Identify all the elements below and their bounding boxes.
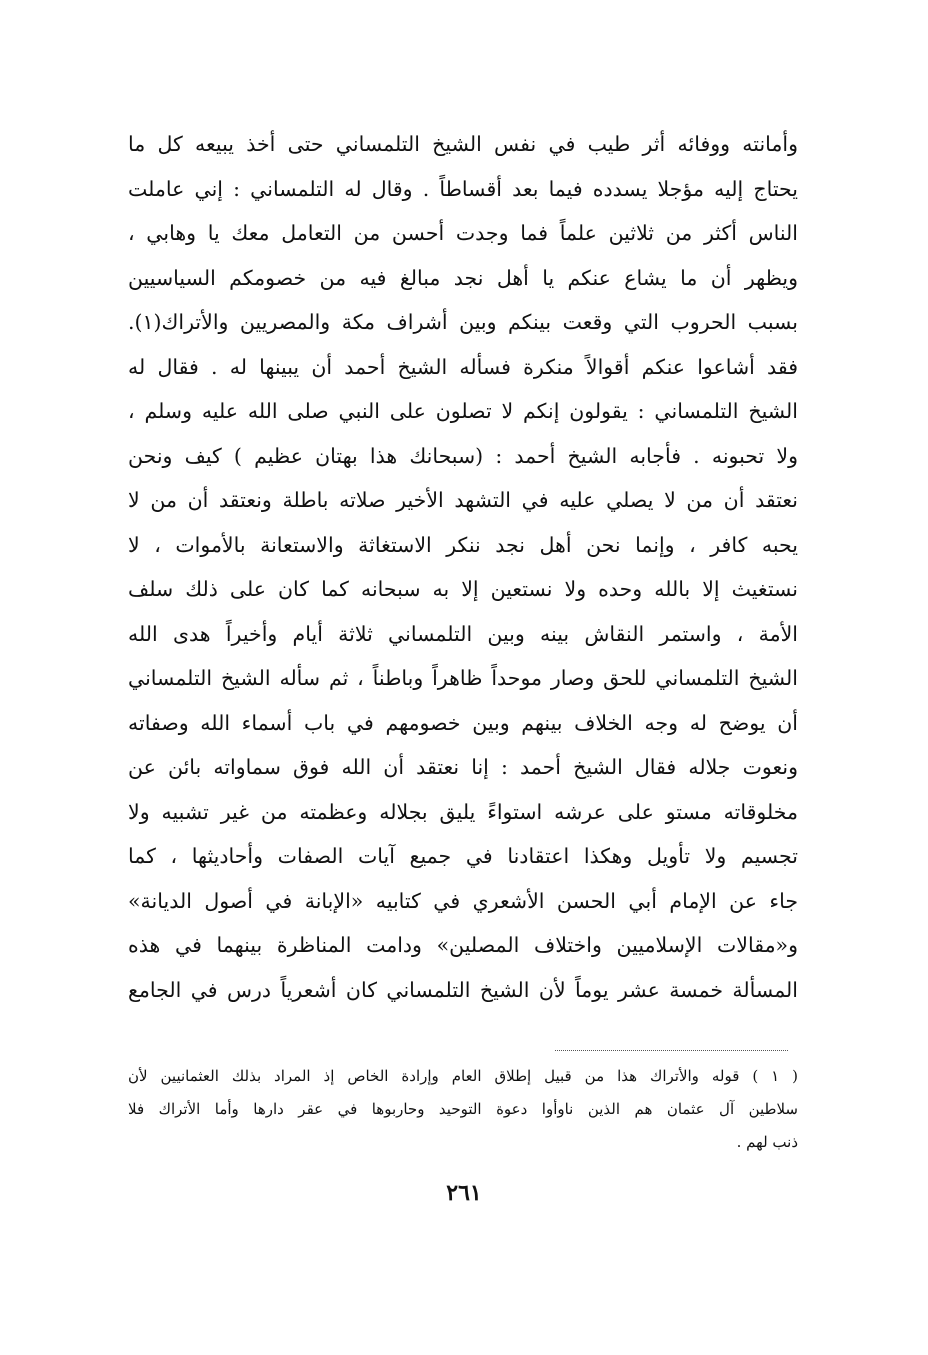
body-line: بسبب الحروب التي وقعت بينكم وبين أشراف مكة والمصريين والأتراك(١).: [128, 310, 798, 334]
body-line: و«مقالات الإسلاميين واختلاف المصلين» ودامت المناظرة بينهما في هذه: [128, 933, 798, 957]
footnote: [128, 1060, 798, 1159]
page-number: ٢٦١: [446, 1180, 482, 1206]
body-line: نعتقد أن من لا يصلي عليه في التشهد الأخير صلاته باطلة ونعتقد أن من لا: [128, 488, 798, 512]
body-line: أن يوضح له وجه الخلاف بينهم وبين خصومهم في باب أسماء الله وصفاته: [128, 710, 798, 735]
body-line: ونعوت جلاله فقال الشيخ أحمد : إنا نعتقد أن الله فوق سماواته بائن عن: [128, 755, 798, 779]
body-line: جاء عن الإمام أبي الحسن الأشعري في كتابيه «الإبانة في أصول الديانة»: [128, 888, 798, 913]
body-line: فقد أشاعوا عنكم أقوالاً منكرة فسأله الشيخ أحمد أن يبينها له . فقال له: [128, 354, 798, 379]
body-line: الشيخ التلمساني : يقولون إنكم لا تصلون على النبي صلى الله عليه وسلم ،: [128, 399, 798, 423]
footnote-divider: [555, 1050, 788, 1051]
body-line: نستغيث إلا بالله وحده ولا نستعين إلا به سبحانه كما كان على ذلك سلف: [128, 577, 798, 601]
body-line: الناس أكثر من ثلاثين علماً فما وجدت أحسن من التعامل معك يا وهابي ،: [128, 221, 798, 245]
body-line: مخلوقاته مستو على عرشه استواءً يليق بجلاله وعظمته من غير تشبيه ولا: [128, 799, 798, 824]
body-text: [128, 122, 798, 1012]
body-line: ويظهر أن ما يشاع عنكم يا أهل نجد مبالغ فيه من خصومكم السياسيين: [128, 265, 798, 290]
footnote-line: ( ١ ) قوله والأتراك هذا من قبيل إطلاق العام وإرادة الخاص إذ المراد بذلك العثمانيين لأن: [128, 1067, 798, 1085]
body-line: تجسيم ولا تأويل وهكذا اعتقادنا في جميع آيات الصفات وأحاديثها ، كما: [128, 844, 798, 868]
body-line: المسألة خمسة عشر يوماً لأن الشيخ التلمساني كان أشعرياً درس في الجامع: [128, 977, 798, 1002]
footnote-line: ذنب لهم .: [736, 1133, 798, 1151]
body-line: الشيخ التلمساني للحق وصار موحداً ظاهراً وباطناً ، ثم سأله الشيخ التلمساني: [128, 666, 798, 690]
body-line: يحبه كافر ، وإنما نحن أهل نجد ننكر الاستغاثة والاستعانة بالأموات ، لا: [128, 532, 798, 557]
body-line: يحتاج إليه مؤجلا يسدده فيما بعد أقساطاً . وقال له التلمساني : إني عاملت: [128, 176, 798, 201]
body-line: ولا تحبونه . فأجابه الشيخ أحمد : (سبحانك هذا بهتان عظيم ) كيف ونحن: [128, 443, 798, 468]
body-line: وأمانته ووفائه أثر طيب في نفس الشيخ التلمساني حتى أخذ يبيعه كل ما: [128, 132, 798, 156]
body-line: الأمة ، واستمر النقاش بينه وبين التلمساني ثلاثة أيام وأخيراً هدى الله: [128, 621, 798, 646]
footnote-line: سلاطين آل عثمان هم الذين ناوأوا دعوة التوحيد وحاربوها في عقر دارها وأما الأتراك فلا: [128, 1100, 798, 1118]
